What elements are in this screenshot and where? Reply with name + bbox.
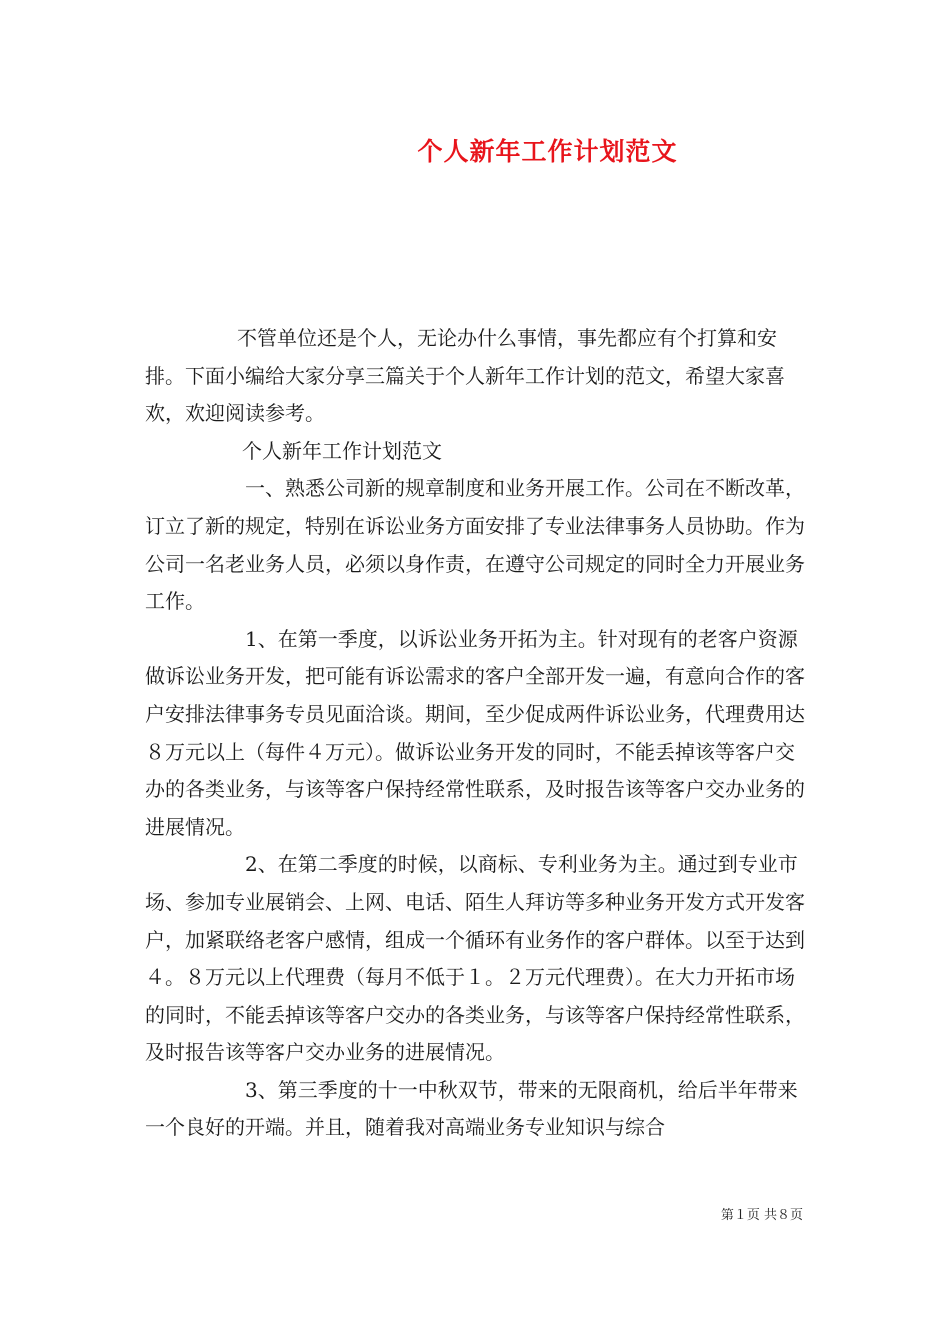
paragraph-q3: 3、第三季度的十一中秋双节，带来的无限商机，给后半年带来一个良好的开端。并且，随着我对高端业务专业知识与综合: [145, 1077, 798, 1140]
paragraph-q1: 1、在第一季度，以诉讼业务开拓为主。针对现有的老客户资源做诉讼业务开发，把可能有诉讼需求的客户全部开发一遍，有意向合作的客户安排法律事务专员见面洽谈。期间，至少促成两件诉讼业务，代理费用达８万元以上（每件４万元）。做诉讼业务开发的同时，不能丢掉该等客户交办的各类业务，与该等客户保持经常性联系，及时报告该等客户交办业务的进展情况。: [145, 626, 805, 839]
intro-paragraph: 不管单位还是个人，无论办什么事情，事先都应有个打算和安排。下面小编给大家分享三篇关于个人新年工作计划的范文，希望大家喜欢，欢迎阅读参考。: [145, 326, 785, 426]
section-heading: 个人新年工作计划范文: [242, 438, 442, 463]
document-body: [145, 320, 805, 1147]
paragraph-q2: 2、在第二季度的时候，以商标、专利业务为主。通过到专业市场、参加专业展销会、上网、电话、陌生人拜访等多种业务开发方式开发客户，加紧联络老客户感情，组成一个循环有业务作的客户群体。以至于达到４。８万元以上代理费（每月不低于１。２万元代理费）。在大力开拓市场的同时，不能丢掉该等客户交办的各类业务，与该等客户保持经常性联系，及时报告该等客户交办业务的进展情况。: [145, 852, 805, 1065]
paragraph-item-1: 一、熟悉公司新的规章制度和业务开展工作。公司在不断改革，订立了新的规定，特别在诉讼业务方面安排了专业法律事务人员协助。作为公司一名老业务人员，必须以身作责，在遵守公司规定的同时全力开展业务工作。: [145, 476, 805, 614]
document-title: 个人新年工作计划范文: [417, 137, 678, 166]
page-number: 第１页 共８页: [720, 1208, 803, 1223]
